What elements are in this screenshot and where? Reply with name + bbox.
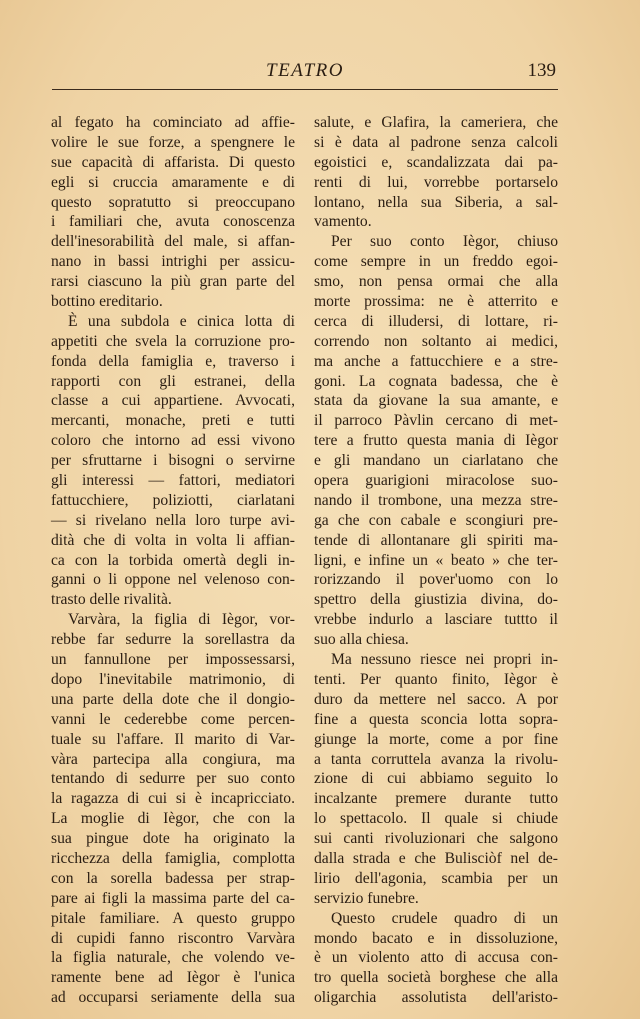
text-line: salute, e Glafira, la cameriera, che xyxy=(314,114,558,131)
text-line: classe a cui appartiene. Avvocati, xyxy=(51,392,295,410)
text-line: gli interessi — fattori, mediatori xyxy=(51,472,295,490)
text-line: fine a questa sconcia lotta sopra- xyxy=(314,710,558,728)
page-number: 139 xyxy=(527,60,556,81)
text-line: oligarchia assolutista dell'aristo- xyxy=(314,989,558,1007)
text-line: tro quella società borghese che alla xyxy=(314,969,558,987)
running-head xyxy=(52,58,558,88)
text-line: suo alla chiesa. xyxy=(314,631,409,649)
text-line: il parroco Pàvlin cercano di met- xyxy=(314,412,558,430)
text-line: mercanti, monache, preti e tutti xyxy=(51,412,295,430)
text-line: lirio dell'agonia, scambia per un xyxy=(314,869,558,887)
text-line: rorizzando il pover'uomo con lo xyxy=(314,571,558,589)
text-line: duro da mettere nel sacco. A por xyxy=(314,690,558,708)
text-line: pare ai figli la massima parte del ca- xyxy=(51,889,295,907)
text-line: un fannullone per impossessarsi, xyxy=(51,651,295,669)
text-line: smo, non pensa ormai che alla xyxy=(314,273,558,291)
text-line: i familiari che, avuta conoscenza xyxy=(51,213,295,231)
text-line: goni. La cognata badessa, che è xyxy=(314,372,558,390)
text-line: spettro della giustizia divina, do- xyxy=(314,591,558,609)
text-line: ad occuparsi seriamente della sua xyxy=(51,989,295,1007)
text-line: tere a frutto questa mania di Iègor xyxy=(314,432,558,450)
text-line: la figlia naturale, che volendo ve- xyxy=(51,949,295,967)
text-line: — si rivelano nella loro turpe avi- xyxy=(51,511,295,529)
text-line: tentando di sedurre per suo conto xyxy=(51,770,295,788)
text-line: egli si cruccia amaramente e di xyxy=(51,173,295,191)
text-line: cerca di illudersi, di lottare, ri- xyxy=(314,312,558,330)
text-line: bottino ereditario. xyxy=(51,293,163,311)
text-line: rarsi ciascuno la più gran parte del xyxy=(51,273,295,291)
text-line: si è data al padrone senza calcoli xyxy=(314,133,558,151)
text-line: ga che con cabale e scongiuri pre- xyxy=(314,511,558,529)
text-line: stata da giovane la sua amante, e xyxy=(314,392,558,410)
text-line: morte prossima: ne è atterrito e xyxy=(314,293,558,311)
text-line: volire le sue forze, a spengnere le xyxy=(51,133,295,151)
header-rule xyxy=(52,89,558,90)
text-line: opera guarigioni miracolose suo- xyxy=(314,472,558,490)
text-line: e gli mandano un ciarlatano che xyxy=(314,452,558,470)
text-line: questo sopratutto si preoccupano xyxy=(51,193,295,211)
text-line: appetiti che svela la corruzione pro- xyxy=(51,332,295,350)
text-line: mondo bacato e in dissoluzione, xyxy=(314,929,558,947)
text-line: vamento. xyxy=(314,213,372,231)
text-line: nando il trombone, una mezza stre- xyxy=(314,491,558,509)
text-line: Questo crudele quadro di un xyxy=(331,909,558,927)
text-line: renti di lui, vorrebbe portarselo xyxy=(314,173,558,191)
text-line: ligni, e infine un « beato » che ter- xyxy=(314,551,558,569)
text-line: zione di cui abbiamo seguito lo xyxy=(314,770,558,788)
text-line: vàra partecipa alla congiura, ma xyxy=(51,750,295,768)
text-line: servizio funebre. xyxy=(314,889,419,907)
text-line: ma anche a fattucchiere e a stre- xyxy=(314,352,558,370)
text-line: tenti. Per quanto finito, Iègor è xyxy=(314,670,558,688)
text-line: Per suo conto Iègor, chiuso xyxy=(331,233,558,251)
text-line: È una subdola e cinica lotta di xyxy=(68,312,295,330)
text-line: tuale su l'affare. Il marito di Var- xyxy=(51,730,295,748)
running-title: TEATRO xyxy=(266,60,344,81)
text-line: vrebbe indurlo a lasciare tuttto il xyxy=(314,611,558,629)
text-line: sui canti rivoluzionari che salgono xyxy=(314,830,558,848)
text-line: La moglie di Iègor, che con la xyxy=(51,810,295,828)
text-line: con la sorella badessa per strap- xyxy=(51,869,295,887)
text-line: una parte della dote che il dongio- xyxy=(51,690,295,708)
text-line: coloro che intorno ad essi vivono xyxy=(51,432,295,450)
text-line: rapporti con gli estranei, della xyxy=(51,372,295,390)
text-line: come sempre in un freddo egoi- xyxy=(314,253,558,271)
text-line: lontano, nella sua Siberia, a sal- xyxy=(314,193,558,211)
text-line: sue capacità di affarista. Di questo xyxy=(51,153,295,171)
text-line: la ragazza di cui si è incapricciato. xyxy=(51,790,295,808)
text-line: tende di allontanare gli spiriti ma- xyxy=(314,531,558,549)
text-line: correndo non soltanto ai medici, xyxy=(314,332,558,350)
text-line: di cupidi fanno riscontro Varvàra xyxy=(51,929,295,947)
text-line: è un violento atto di accusa con- xyxy=(314,949,558,967)
text-line: rebbe far sedurre la sorellastra da xyxy=(51,631,295,649)
text-line: Ma nessuno riesce nei propri in- xyxy=(331,651,558,669)
text-line: pitale familiare. A questo gruppo xyxy=(51,909,295,927)
text-line: dell'inesorabilità del male, si affan- xyxy=(51,233,295,251)
text-line: sua pingue dote ha originato la xyxy=(51,830,295,848)
text-line: fonda della famiglia e, traverso i xyxy=(51,352,295,370)
text-line: dità che di volta in volta li affian- xyxy=(51,531,295,549)
text-line: a tanta corruttela avanza la rivolu- xyxy=(314,750,558,768)
text-line: al fegato ha cominciato ad affie- xyxy=(51,114,295,131)
text-line: egoistici e, scandalizzata dai pa- xyxy=(314,153,558,171)
text-line: per sfruttarne i bisogni o servirne xyxy=(51,452,295,470)
text-line: dalla strada e che Bulisciòf nel de- xyxy=(314,849,558,867)
text-line: lo spettacolo. Il quale si chiude xyxy=(314,810,558,828)
text-line: dopo l'inevitabile matrimonio, di xyxy=(51,670,295,688)
text-line: incalzante premere durante tutto xyxy=(314,790,558,808)
text-line: fattucchiere, poliziotti, ciarlatani xyxy=(51,491,295,509)
text-line: ricchezza della famiglia, complotta xyxy=(51,849,295,867)
text-line: vanni le cederebbe come percen- xyxy=(51,710,295,728)
left-column xyxy=(51,113,295,1008)
text-line: ca con la torbida omertà degli in- xyxy=(51,551,295,569)
text-line: trasto delle rivalità. xyxy=(51,591,172,609)
text-line: Varvàra, la figlia di Iègor, vor- xyxy=(68,611,295,629)
right-column xyxy=(314,113,558,1008)
text-line: ganni o li oppone nel velenoso con- xyxy=(51,571,295,589)
text-line: giunge la morte, come a por fine xyxy=(314,730,558,748)
text-line: ramente bene ad Iègor è l'unica xyxy=(51,969,295,987)
text-line: nano in bassi intrighi per assicu- xyxy=(51,253,295,271)
